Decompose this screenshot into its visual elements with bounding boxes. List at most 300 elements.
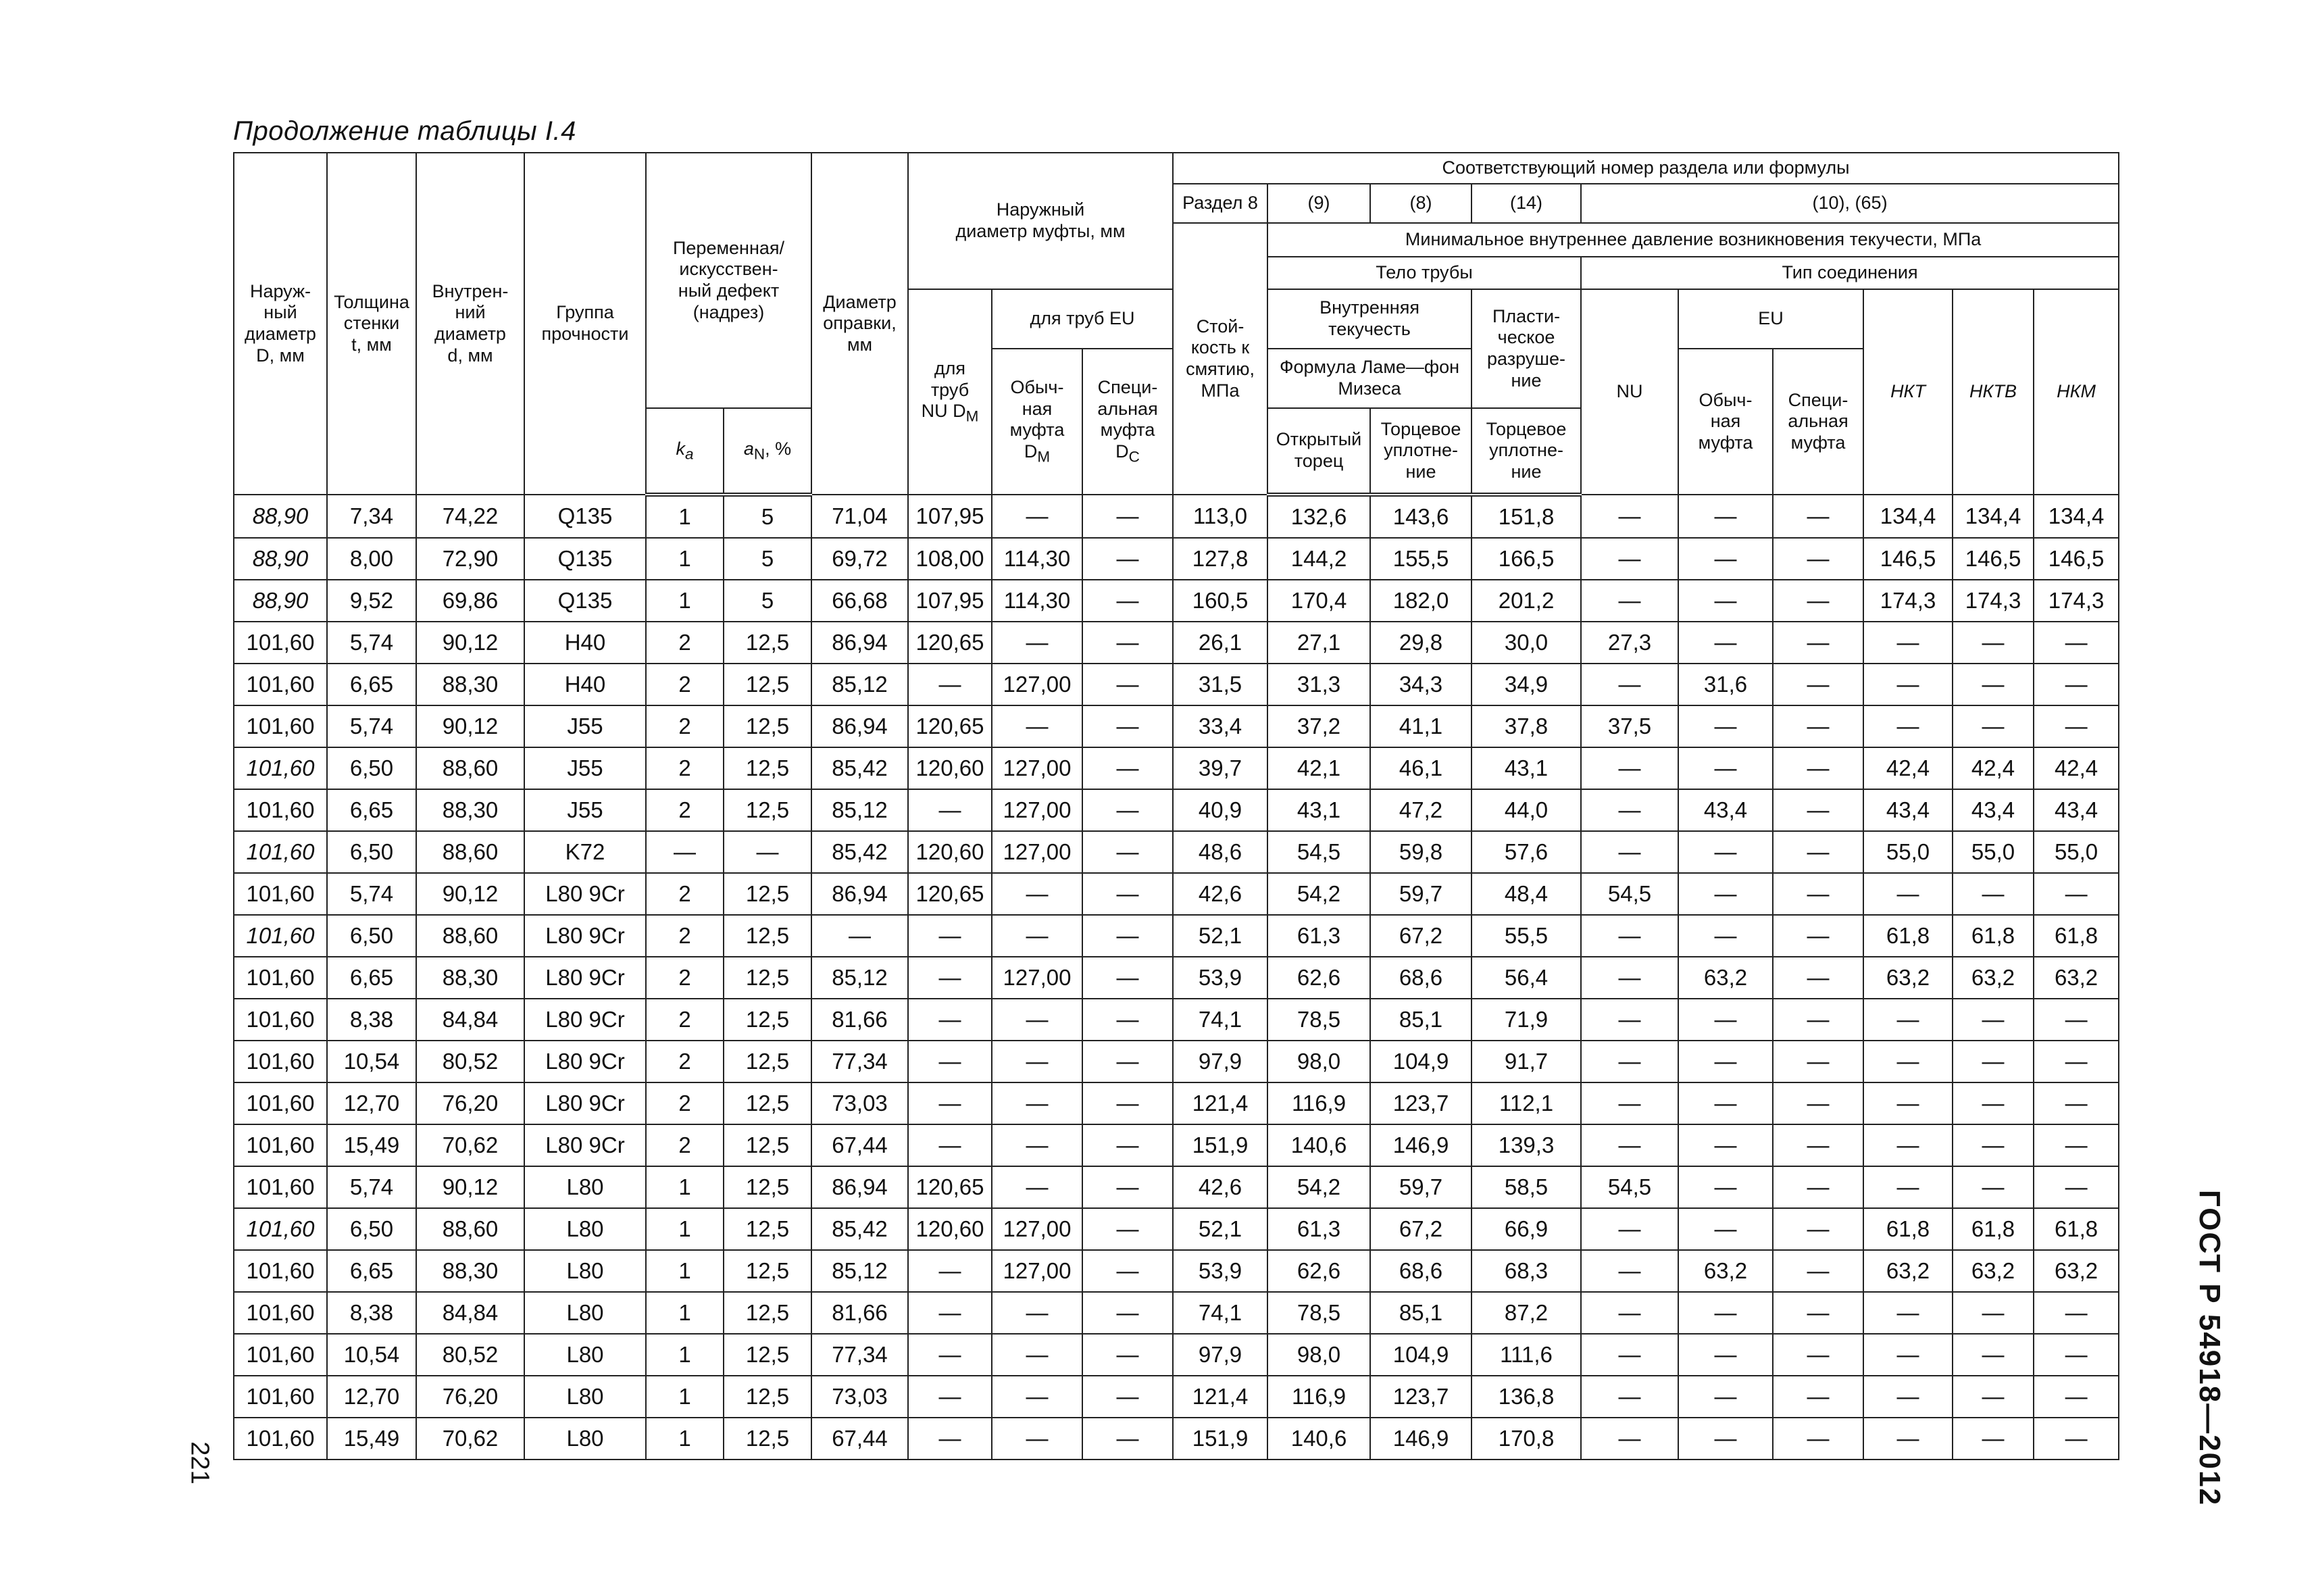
header-section-ref: Соответствующий номер раздела или формулы <box>1173 153 2119 184</box>
table-cell: J55 <box>524 747 646 789</box>
table-cell: — <box>2034 873 2119 915</box>
table-cell: 85,42 <box>811 831 908 873</box>
table-cell: 101,60 <box>234 915 327 957</box>
table-cell: 55,5 <box>1472 915 1581 957</box>
table-cell: 26,1 <box>1173 622 1267 664</box>
table-cell: — <box>908 915 992 957</box>
table-row <box>234 1292 2119 1334</box>
table-cell: 101,60 <box>234 622 327 664</box>
header-ref-section-8: Раздел 8 <box>1173 184 1267 223</box>
table-cell: 61,8 <box>2034 1208 2119 1250</box>
table-cell: H40 <box>524 622 646 664</box>
table-cell: 77,34 <box>811 1334 908 1376</box>
table-row <box>234 1124 2119 1166</box>
table-cell: 71,9 <box>1472 999 1581 1041</box>
header-connection-type: Тип соединения <box>1581 257 2119 289</box>
table-cell: 37,2 <box>1267 705 1370 747</box>
table-cell: — <box>2034 705 2119 747</box>
table-cell: 2 <box>646 957 724 999</box>
table-row <box>234 915 2119 957</box>
table-cell: — <box>1082 1250 1173 1292</box>
table-cell: 27,1 <box>1267 622 1370 664</box>
table-cell: — <box>1678 1418 1773 1460</box>
header-plastic-failure: Пласти- ческое разруше- ние <box>1472 289 1581 408</box>
table-cell: 62,6 <box>1267 1250 1370 1292</box>
table-cell: L80 9Cr <box>524 1082 646 1124</box>
table-cell: — <box>1953 1082 2034 1124</box>
table-cell: — <box>1953 1418 2034 1460</box>
table-row <box>234 831 2119 873</box>
table-cell: 101,60 <box>234 1208 327 1250</box>
table-cell: 33,4 <box>1173 705 1267 747</box>
table-cell: 10,54 <box>327 1334 416 1376</box>
table-cell: — <box>2034 1041 2119 1082</box>
table-cell: — <box>1773 915 1863 957</box>
table-cell: 42,4 <box>1863 747 1953 789</box>
table-cell: 134,4 <box>1863 495 1953 538</box>
table-cell: 8,38 <box>327 999 416 1041</box>
table-cell: — <box>1953 1166 2034 1208</box>
table-cell: 174,3 <box>1953 580 2034 622</box>
table-cell: 55,0 <box>1863 831 1953 873</box>
table-cell: 1 <box>646 1166 724 1208</box>
table-cell: 12,5 <box>724 1250 811 1292</box>
table-cell: 127,00 <box>992 1250 1082 1292</box>
table-cell: 6,65 <box>327 1250 416 1292</box>
table-cell: 201,2 <box>1472 580 1581 622</box>
table-cell: — <box>1773 831 1863 873</box>
header-end-seal-plastic: Торцевое уплотне- ние <box>1472 408 1581 495</box>
table-cell: 59,7 <box>1370 873 1472 915</box>
table-cell: 1 <box>646 495 724 538</box>
table-cell: — <box>1581 1292 1678 1334</box>
table-cell: 127,8 <box>1173 538 1267 580</box>
table-cell: — <box>1678 495 1773 538</box>
table-cell: — <box>1082 789 1173 831</box>
table-cell: 127,00 <box>992 664 1082 705</box>
table-cell: 63,2 <box>1953 957 2034 999</box>
table-cell: 6,50 <box>327 1208 416 1250</box>
table-cell: 120,65 <box>908 873 992 915</box>
table-cell: 61,8 <box>1953 915 2034 957</box>
table-row <box>234 789 2119 831</box>
table-cell: — <box>1581 831 1678 873</box>
table-cell: L80 <box>524 1292 646 1334</box>
table-cell: — <box>1082 538 1173 580</box>
table-cell: — <box>1773 1166 1863 1208</box>
table-cell: — <box>992 705 1082 747</box>
table-cell: 2 <box>646 1082 724 1124</box>
table-cell: 1 <box>646 1250 724 1292</box>
table-cell: 63,2 <box>2034 1250 2119 1292</box>
table-cell: 170,4 <box>1267 580 1370 622</box>
table-cell: — <box>1953 1124 2034 1166</box>
table-cell: 116,9 <box>1267 1376 1370 1418</box>
table-cell: 120,65 <box>908 622 992 664</box>
table-cell: — <box>1581 664 1678 705</box>
table-cell: 2 <box>646 873 724 915</box>
table-cell: L80 9Cr <box>524 873 646 915</box>
table-cell: — <box>1082 1292 1173 1334</box>
table-cell: 101,60 <box>234 1334 327 1376</box>
table-cell: — <box>1581 1250 1678 1292</box>
table-cell: 6,65 <box>327 664 416 705</box>
table-cell: 6,65 <box>327 789 416 831</box>
table-cell: 66,68 <box>811 580 908 622</box>
table-cell: — <box>1581 747 1678 789</box>
table-cell: — <box>908 1082 992 1124</box>
table-cell: 1 <box>646 1208 724 1250</box>
table-cell: — <box>992 1334 1082 1376</box>
table-cell: — <box>2034 1418 2119 1460</box>
header-an: $a_N$, % <box>724 408 811 495</box>
table-cell: 85,12 <box>811 957 908 999</box>
table-cell: 134,4 <box>2034 495 2119 538</box>
table-cell: — <box>1678 831 1773 873</box>
table-cell: — <box>1581 999 1678 1041</box>
table-cell: 42,6 <box>1173 873 1267 915</box>
table-cell: 12,5 <box>724 1124 811 1166</box>
table-cell: 2 <box>646 664 724 705</box>
table-cell: — <box>1082 1376 1173 1418</box>
header-nktv: НКТВ <box>1953 289 2034 495</box>
table-cell: 37,5 <box>1581 705 1678 747</box>
table-cell: — <box>992 622 1082 664</box>
table-cell: 12,5 <box>724 1166 811 1208</box>
table-cell: 174,3 <box>1863 580 1953 622</box>
header-internal-yield: Внутренняя текучесть <box>1267 289 1472 349</box>
table-cell: 66,9 <box>1472 1208 1581 1250</box>
table-cell: 80,52 <box>416 1334 524 1376</box>
table-cell: 101,60 <box>234 1082 327 1124</box>
table-cell: 12,5 <box>724 873 811 915</box>
table-row <box>234 1166 2119 1208</box>
table-cell: 121,4 <box>1173 1376 1267 1418</box>
table-cell: 6,50 <box>327 915 416 957</box>
table-cell: 84,84 <box>416 1292 524 1334</box>
table-cell: 101,60 <box>234 1250 327 1292</box>
table-cell: — <box>1082 999 1173 1041</box>
table-cell: 90,12 <box>416 622 524 664</box>
table-cell: 87,2 <box>1472 1292 1581 1334</box>
table-cell: — <box>1082 1041 1173 1082</box>
header-pipe-body: Тело трубы <box>1267 257 1581 289</box>
header-ka: $k_a$ <box>646 408 724 495</box>
table-cell: — <box>1863 999 1953 1041</box>
table-cell: 101,60 <box>234 1418 327 1460</box>
table-cell: 101,60 <box>234 999 327 1041</box>
table-cell: 74,1 <box>1173 999 1267 1041</box>
table-cell: — <box>1863 622 1953 664</box>
table-cell: 43,4 <box>2034 789 2119 831</box>
table-cell: 42,4 <box>2034 747 2119 789</box>
table-cell: — <box>1773 999 1863 1041</box>
table-cell: — <box>908 1250 992 1292</box>
table-cell: Q135 <box>524 495 646 538</box>
table-cell: 151,9 <box>1173 1418 1267 1460</box>
table-cell: 2 <box>646 915 724 957</box>
table-cell: 61,8 <box>1953 1208 2034 1250</box>
table-cell: 70,62 <box>416 1418 524 1460</box>
table-cell: — <box>1082 1418 1173 1460</box>
table-cell: 37,8 <box>1472 705 1581 747</box>
table-cell: — <box>1082 1124 1173 1166</box>
table-cell: 55,0 <box>2034 831 2119 873</box>
table-cell: 112,1 <box>1472 1082 1581 1124</box>
table-cell: 2 <box>646 789 724 831</box>
table-cell: 52,1 <box>1173 915 1267 957</box>
table-cell: — <box>1581 538 1678 580</box>
table-cell: 101,60 <box>234 664 327 705</box>
table-row <box>234 999 2119 1041</box>
table-cell: 61,3 <box>1267 1208 1370 1250</box>
table-cell: — <box>1082 1082 1173 1124</box>
table-cell: — <box>1863 1376 1953 1418</box>
table-cell: — <box>2034 1166 2119 1208</box>
table-cell: — <box>1581 789 1678 831</box>
table-cell: 43,4 <box>1678 789 1773 831</box>
table-cell: — <box>908 957 992 999</box>
table-cell: 146,5 <box>1863 538 1953 580</box>
table-cell: 170,8 <box>1472 1418 1581 1460</box>
table-cell: — <box>1082 580 1173 622</box>
table-body <box>234 495 2119 1460</box>
table-cell: 54,2 <box>1267 1166 1370 1208</box>
header-for-eu: для труб EU <box>992 289 1173 349</box>
table-cell: — <box>908 664 992 705</box>
table-cell: 8,38 <box>327 1292 416 1334</box>
header-eu: EU <box>1678 289 1863 349</box>
table-cell: 132,6 <box>1267 495 1370 538</box>
table-cell: 5,74 <box>327 873 416 915</box>
table-row <box>234 622 2119 664</box>
table-cell: 62,6 <box>1267 957 1370 999</box>
table-cell: 63,2 <box>1953 1250 2034 1292</box>
header-collapse: Стой- кость к смятию, МПа <box>1173 223 1267 495</box>
table-cell: — <box>2034 1124 2119 1166</box>
table-cell: 67,44 <box>811 1418 908 1460</box>
table-cell: — <box>1581 580 1678 622</box>
table-cell: 98,0 <box>1267 1334 1370 1376</box>
table-cell: — <box>992 1292 1082 1334</box>
table-cell: — <box>908 1376 992 1418</box>
table-cell: 151,8 <box>1472 495 1581 538</box>
table-cell: 61,8 <box>2034 915 2119 957</box>
table-cell: — <box>992 915 1082 957</box>
table-cell: 160,5 <box>1173 580 1267 622</box>
table-cell: 54,5 <box>1267 831 1370 873</box>
table-cell: — <box>1953 705 2034 747</box>
table-cell: 46,1 <box>1370 747 1472 789</box>
table-cell: 67,44 <box>811 1124 908 1166</box>
table-cell: — <box>1953 1376 2034 1418</box>
table-cell: 97,9 <box>1173 1334 1267 1376</box>
table-cell: 61,8 <box>1863 915 1953 957</box>
table-cell: 15,49 <box>327 1124 416 1166</box>
table-cell: — <box>1678 873 1773 915</box>
table-cell: 97,9 <box>1173 1041 1267 1082</box>
table-cell: 9,52 <box>327 580 416 622</box>
table-cell: 12,5 <box>724 1082 811 1124</box>
table-cell: 59,8 <box>1370 831 1472 873</box>
table-cell: 86,94 <box>811 873 908 915</box>
table-cell: 182,0 <box>1370 580 1472 622</box>
header-ref-8: (8) <box>1370 184 1472 223</box>
table-cell: 101,60 <box>234 1124 327 1166</box>
table-cell: 121,4 <box>1173 1082 1267 1124</box>
table-cell: 73,03 <box>811 1082 908 1124</box>
table-cell: 107,95 <box>908 580 992 622</box>
table-cell: L80 <box>524 1334 646 1376</box>
table-cell: 101,60 <box>234 873 327 915</box>
table-cell: 101,60 <box>234 1166 327 1208</box>
table-cell: 101,60 <box>234 1041 327 1082</box>
table-cell: 107,95 <box>908 495 992 538</box>
document-id: ГОСТ Р 54918—2012 <box>2193 1189 2226 1507</box>
table-cell: 114,30 <box>992 538 1082 580</box>
table-cell: — <box>1773 1376 1863 1418</box>
table-cell: — <box>1863 705 1953 747</box>
table-cell: 12,5 <box>724 705 811 747</box>
table-cell: — <box>1773 622 1863 664</box>
table-cell: — <box>1863 1082 1953 1124</box>
table-cell: — <box>1773 1418 1863 1460</box>
table-cell: — <box>1773 1041 1863 1082</box>
table-cell: 59,7 <box>1370 1166 1472 1208</box>
table-cell: 12,5 <box>724 999 811 1041</box>
header-nkt: НКТ <box>1863 289 1953 495</box>
table-cell: 88,90 <box>234 580 327 622</box>
table-cell: — <box>1863 1334 1953 1376</box>
table-cell: 85,12 <box>811 789 908 831</box>
table-cell: — <box>1773 1292 1863 1334</box>
table-cell: — <box>908 999 992 1041</box>
table-cell: 90,12 <box>416 1166 524 1208</box>
table-cell: 127,00 <box>992 789 1082 831</box>
table-cell: — <box>1773 580 1863 622</box>
table-cell: 5 <box>724 538 811 580</box>
table-cell: — <box>1863 1124 1953 1166</box>
table-cell: 15,49 <box>327 1418 416 1460</box>
table-cell: — <box>908 1292 992 1334</box>
table-cell: — <box>992 873 1082 915</box>
table-cell: 54,2 <box>1267 873 1370 915</box>
table-cell: 52,1 <box>1173 1208 1267 1250</box>
table-cell: — <box>1678 915 1773 957</box>
table-cell: 69,72 <box>811 538 908 580</box>
table-cell: 155,5 <box>1370 538 1472 580</box>
table-row <box>234 1082 2119 1124</box>
table-cell: 85,12 <box>811 1250 908 1292</box>
table-cell: — <box>1773 1250 1863 1292</box>
table-cell: — <box>1082 705 1173 747</box>
table-cell: 12,5 <box>724 1041 811 1082</box>
table-cell: 2 <box>646 622 724 664</box>
table-cell: — <box>1773 538 1863 580</box>
table-cell: 61,8 <box>1863 1208 1953 1250</box>
table-cell: 30,0 <box>1472 622 1581 664</box>
table-cell: 70,62 <box>416 1124 524 1166</box>
table-cell: — <box>1581 495 1678 538</box>
table-caption: Продолжение таблицы I.4 <box>233 116 576 146</box>
table-cell: — <box>908 1418 992 1460</box>
table-cell: 1 <box>646 538 724 580</box>
table-cell: L80 9Cr <box>524 1124 646 1166</box>
table-cell: — <box>1953 1292 2034 1334</box>
table-cell: 1 <box>646 1334 724 1376</box>
table-cell: L80 <box>524 1376 646 1418</box>
table-cell: — <box>1678 538 1773 580</box>
table-cell: 12,5 <box>724 1208 811 1250</box>
table-cell: 42,1 <box>1267 747 1370 789</box>
table-cell: — <box>646 831 724 873</box>
table-cell: — <box>992 1124 1082 1166</box>
table-cell: — <box>1082 1334 1173 1376</box>
table-cell: 12,5 <box>724 789 811 831</box>
table-cell: — <box>992 1376 1082 1418</box>
table-cell: 146,9 <box>1370 1124 1472 1166</box>
table-cell: 8,00 <box>327 538 416 580</box>
table-cell: 116,9 <box>1267 1082 1370 1124</box>
header-nkm: НКМ <box>2034 289 2119 495</box>
table-row <box>234 664 2119 705</box>
table-cell: 74,22 <box>416 495 524 538</box>
header-eu-special: Специ- альная муфта <box>1773 349 1863 495</box>
table-cell: — <box>1773 873 1863 915</box>
table-cell: — <box>1953 999 2034 1041</box>
table-cell: 85,42 <box>811 747 908 789</box>
table-cell: 5 <box>724 580 811 622</box>
table-cell: 146,5 <box>2034 538 2119 580</box>
table-cell: 57,6 <box>1472 831 1581 873</box>
table-cell: 12,5 <box>724 1418 811 1460</box>
table-row <box>234 1208 2119 1250</box>
table-cell: — <box>992 1418 1082 1460</box>
table-cell: 27,3 <box>1581 622 1678 664</box>
table-cell: — <box>1953 664 2034 705</box>
table-cell: 85,1 <box>1370 999 1472 1041</box>
table-cell: 58,5 <box>1472 1166 1581 1208</box>
table-cell: — <box>1581 915 1678 957</box>
table-cell: 81,66 <box>811 1292 908 1334</box>
table-cell: 63,2 <box>2034 957 2119 999</box>
table-cell: — <box>1678 1292 1773 1334</box>
table-cell: — <box>1678 1041 1773 1082</box>
table-cell: H40 <box>524 664 646 705</box>
table-cell: 111,6 <box>1472 1334 1581 1376</box>
table-cell: 90,12 <box>416 705 524 747</box>
table-cell: 88,60 <box>416 915 524 957</box>
table-cell: — <box>1863 1292 1953 1334</box>
table-cell: — <box>1678 705 1773 747</box>
table-cell: 61,3 <box>1267 915 1370 957</box>
header-eu-regular: Обыч- ная муфта <box>1678 349 1773 495</box>
table-cell: — <box>1773 957 1863 999</box>
table-cell: — <box>992 1041 1082 1082</box>
table-cell: — <box>2034 999 2119 1041</box>
table-cell: 120,60 <box>908 747 992 789</box>
table-cell: 5,74 <box>327 622 416 664</box>
table-cell: L80 9Cr <box>524 999 646 1041</box>
table-cell: 113,0 <box>1173 495 1267 538</box>
table-cell: — <box>1581 1418 1678 1460</box>
table-cell: 88,60 <box>416 747 524 789</box>
table-cell: L80 <box>524 1250 646 1292</box>
table-cell: 54,5 <box>1581 873 1678 915</box>
table-cell: 146,9 <box>1370 1418 1472 1460</box>
table-cell: 43,4 <box>1863 789 1953 831</box>
table-cell: 68,6 <box>1370 1250 1472 1292</box>
